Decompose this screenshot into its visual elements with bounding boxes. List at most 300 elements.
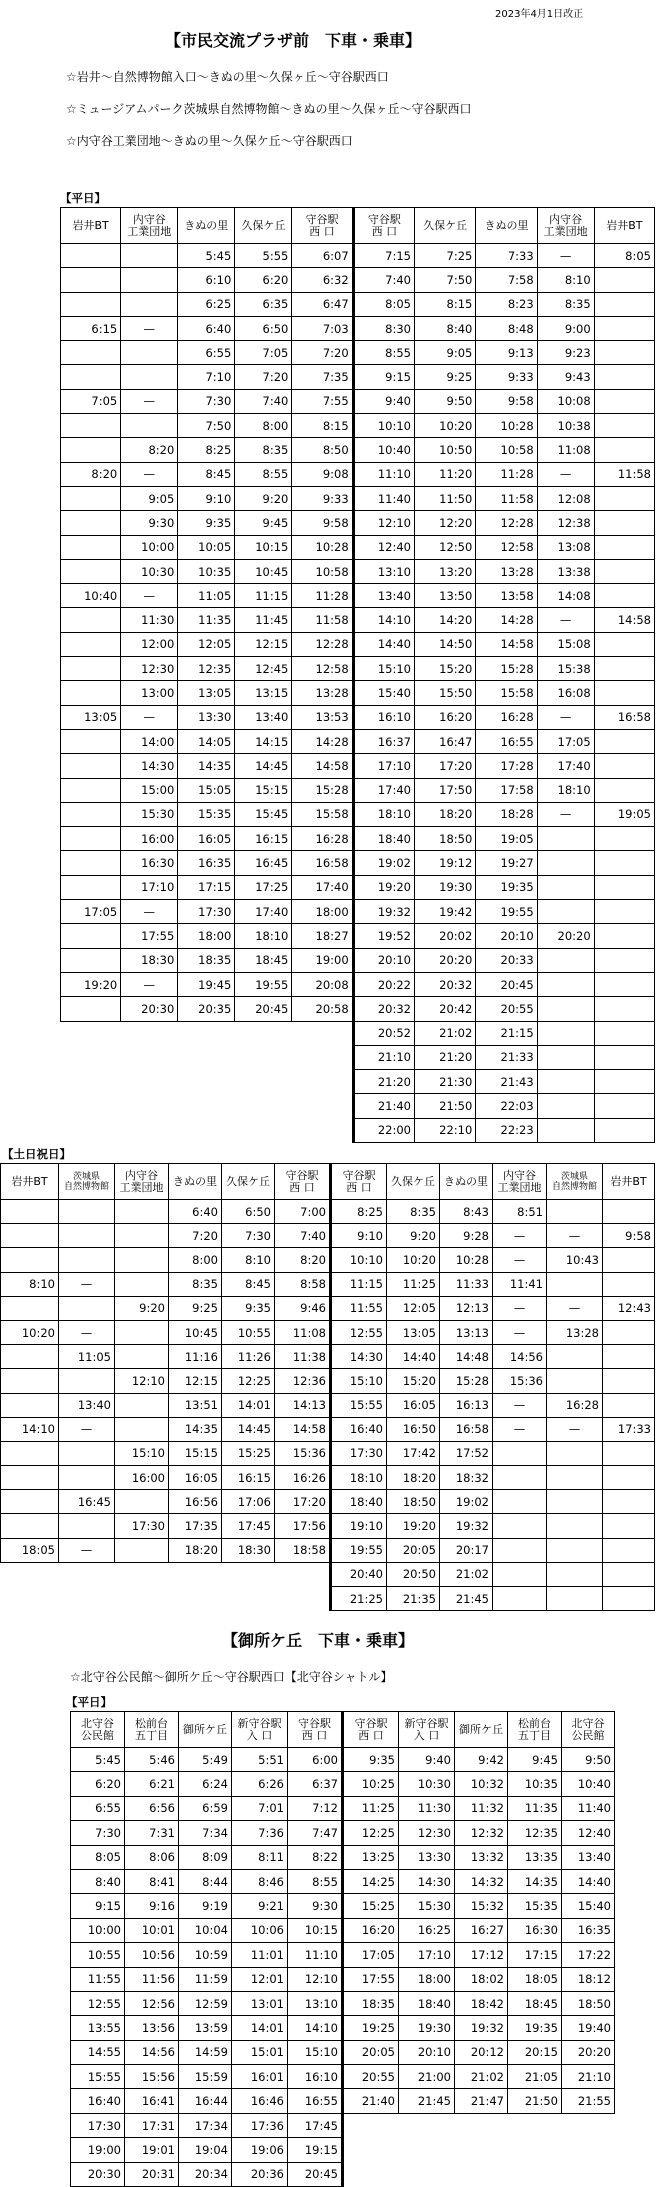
time-cell: 18:20 xyxy=(169,1538,222,1562)
time-cell: 9:58 xyxy=(292,511,353,535)
time-cell: 15:28 xyxy=(440,1369,493,1393)
time-cell: 9:30 xyxy=(121,511,178,535)
time-cell: 14:40 xyxy=(562,1869,615,1893)
time-cell: 16:05 xyxy=(178,827,235,851)
table-row xyxy=(1,1417,655,1441)
time-cell: 9:20 xyxy=(387,1224,440,1248)
time-cell: 9:30 xyxy=(288,1894,343,1918)
time-cell: 8:30 xyxy=(353,316,414,340)
time-cell: 16:37 xyxy=(353,729,414,753)
time-cell: — xyxy=(493,1224,547,1248)
time-cell: 8:45 xyxy=(178,462,235,486)
time-cell: 11:38 xyxy=(275,1345,331,1369)
time-cell: 17:35 xyxy=(169,1514,222,1538)
time-cell: 13:08 xyxy=(537,535,594,559)
column-header: 北守谷 公民館 xyxy=(71,1712,125,1748)
time-cell: 14:13 xyxy=(275,1393,331,1417)
column-header: 御所ケ丘 xyxy=(455,1712,508,1748)
time-cell: 16:45 xyxy=(235,851,292,875)
table-row xyxy=(1,1587,655,1611)
time-cell: 13:38 xyxy=(537,559,594,583)
table-row xyxy=(61,924,655,948)
time-cell: 21:50 xyxy=(415,1094,476,1118)
table-row xyxy=(61,1118,655,1142)
time-cell xyxy=(61,948,121,972)
time-cell: 14:10 xyxy=(353,608,414,632)
time-cell: 12:58 xyxy=(292,657,353,681)
time-cell: 11:28 xyxy=(292,584,353,608)
time-cell: 16:28 xyxy=(292,827,353,851)
time-cell: 13:28 xyxy=(292,681,353,705)
time-cell: 16:08 xyxy=(537,681,594,705)
time-cell: 20:34 xyxy=(179,2162,232,2186)
time-cell: 13:13 xyxy=(440,1320,493,1344)
time-cell: 11:55 xyxy=(331,1296,387,1320)
time-cell: 20:45 xyxy=(235,997,292,1021)
time-cell: 11:26 xyxy=(222,1345,275,1369)
time-cell: 7:20 xyxy=(169,1224,222,1248)
time-cell: 20:02 xyxy=(415,924,476,948)
time-cell: — xyxy=(493,1417,547,1441)
table-row xyxy=(1,1272,655,1296)
time-cell: 12:59 xyxy=(179,1991,232,2015)
time-cell: 6:35 xyxy=(235,292,292,316)
time-cell: 13:53 xyxy=(292,705,353,729)
time-cell: 9:35 xyxy=(222,1296,275,1320)
time-cell: 6:00 xyxy=(288,1748,343,1772)
table-row xyxy=(71,1869,615,1893)
time-cell: 5:49 xyxy=(179,1748,232,1772)
time-cell xyxy=(537,827,594,851)
column-header: 久保ケ丘 xyxy=(235,208,292,244)
time-cell: 11:15 xyxy=(235,584,292,608)
time-cell: 12:35 xyxy=(178,657,235,681)
table-row xyxy=(71,2065,615,2089)
table-row xyxy=(71,1894,615,1918)
column-header: 北守谷 公民館 xyxy=(562,1712,615,1748)
time-cell xyxy=(493,1587,547,1611)
time-cell xyxy=(121,244,178,268)
time-cell: 19:00 xyxy=(292,948,353,972)
time-cell: 16:35 xyxy=(178,851,235,875)
time-cell: — xyxy=(121,900,178,924)
table-row xyxy=(61,268,655,292)
time-cell: 17:20 xyxy=(275,1490,331,1514)
time-cell: 8:35 xyxy=(387,1200,440,1224)
table-row xyxy=(61,827,655,851)
time-cell: 20:58 xyxy=(292,997,353,1021)
time-cell: 22:00 xyxy=(353,1118,414,1142)
time-cell: 16:58 xyxy=(292,851,353,875)
time-cell: 19:20 xyxy=(61,972,121,996)
time-cell: 21:30 xyxy=(415,1070,476,1094)
time-cell: 10:58 xyxy=(292,559,353,583)
time-cell: 7:00 xyxy=(275,1200,331,1224)
time-cell xyxy=(603,1441,655,1465)
time-cell: 17:06 xyxy=(222,1490,275,1514)
time-cell: 17:31 xyxy=(125,2113,179,2137)
time-cell: 7:01 xyxy=(232,1796,288,1820)
time-cell: 20:33 xyxy=(476,948,537,972)
column-header: 岩井BT xyxy=(61,208,121,244)
time-cell: 15:20 xyxy=(415,657,476,681)
time-cell: 11:41 xyxy=(493,1272,547,1296)
time-cell: 19:05 xyxy=(476,827,537,851)
table-row xyxy=(61,559,655,583)
time-cell xyxy=(594,948,654,972)
time-cell: 10:59 xyxy=(179,1943,232,1967)
time-cell: 15:10 xyxy=(353,657,414,681)
time-cell: 16:46 xyxy=(232,2089,288,2113)
table-row xyxy=(61,948,655,972)
time-cell: 10:32 xyxy=(455,1772,508,1796)
time-cell: — xyxy=(121,316,178,340)
time-cell: 17:56 xyxy=(275,1514,331,1538)
time-cell: 5:46 xyxy=(125,1748,179,1772)
time-cell: 20:52 xyxy=(353,1021,414,1045)
time-cell xyxy=(594,292,654,316)
time-cell: 7:50 xyxy=(178,414,235,438)
table-row xyxy=(1,1345,655,1369)
time-cell: 18:27 xyxy=(292,924,353,948)
time-cell: 7:58 xyxy=(476,268,537,292)
time-cell: 13:35 xyxy=(508,1845,562,1869)
column-header: 久保ケ丘 xyxy=(415,208,476,244)
time-cell: 16:58 xyxy=(440,1417,493,1441)
time-cell xyxy=(115,1345,169,1369)
time-cell xyxy=(1,1296,59,1320)
time-cell xyxy=(594,341,654,365)
time-cell: 14:30 xyxy=(331,1345,387,1369)
table-row xyxy=(61,900,655,924)
time-cell: 12:45 xyxy=(235,657,292,681)
time-cell: 15:55 xyxy=(71,2065,125,2089)
time-cell: 8:40 xyxy=(415,316,476,340)
time-cell: 15:50 xyxy=(415,681,476,705)
time-cell: 8:35 xyxy=(537,292,594,316)
time-cell: 20:10 xyxy=(399,2040,455,2064)
time-cell: 6:56 xyxy=(125,1796,179,1820)
time-cell: 19:55 xyxy=(235,972,292,996)
time-cell: 11:32 xyxy=(455,1796,508,1820)
time-cell: 20:10 xyxy=(476,924,537,948)
time-cell: 16:01 xyxy=(232,2065,288,2089)
table-row xyxy=(61,754,655,778)
time-cell: 17:36 xyxy=(232,2113,288,2137)
time-cell: 22:10 xyxy=(415,1118,476,1142)
time-cell: 11:35 xyxy=(508,1796,562,1820)
column-header: 守谷駅 西 口 xyxy=(353,208,414,244)
time-cell xyxy=(537,1070,594,1094)
time-cell: 20:08 xyxy=(292,972,353,996)
time-cell: 11:56 xyxy=(125,1967,179,1991)
time-cell: 8:43 xyxy=(440,1200,493,1224)
time-cell: 14:08 xyxy=(537,584,594,608)
time-cell xyxy=(115,1417,169,1441)
time-cell: 12:25 xyxy=(343,1821,399,1845)
time-cell: 20:35 xyxy=(178,997,235,1021)
time-cell: 14:35 xyxy=(178,754,235,778)
time-cell xyxy=(537,1118,594,1142)
time-cell: 15:58 xyxy=(292,802,353,826)
table-row xyxy=(61,414,655,438)
time-cell: 12:05 xyxy=(178,632,235,656)
time-cell xyxy=(594,657,654,681)
weekday-timetable-plaza xyxy=(60,207,655,1143)
time-cell: 20:55 xyxy=(476,997,537,1021)
time-cell: 20:20 xyxy=(537,924,594,948)
time-cell xyxy=(537,1045,594,1069)
time-cell: 14:35 xyxy=(169,1417,222,1441)
time-cell: 21:02 xyxy=(440,1562,493,1586)
time-cell: 20:22 xyxy=(353,972,414,996)
time-cell: 13:10 xyxy=(353,559,414,583)
table-row xyxy=(61,729,655,753)
time-cell xyxy=(59,1224,115,1248)
time-cell: 10:15 xyxy=(288,1918,343,1942)
time-cell: — xyxy=(537,608,594,632)
time-cell: 11:05 xyxy=(59,1345,115,1369)
time-cell: 21:10 xyxy=(353,1045,414,1069)
time-cell: 14:20 xyxy=(415,608,476,632)
time-cell xyxy=(603,1345,655,1369)
time-cell: 7:34 xyxy=(179,1821,232,1845)
time-cell xyxy=(603,1514,655,1538)
table-row xyxy=(61,1070,655,1094)
time-cell: 9:00 xyxy=(537,316,594,340)
time-cell: 13:40 xyxy=(235,705,292,729)
table-row xyxy=(71,1967,615,1991)
time-cell: 11:16 xyxy=(169,1345,222,1369)
time-cell: 20:45 xyxy=(288,2162,343,2186)
time-cell: 11:58 xyxy=(292,608,353,632)
time-cell: 16:15 xyxy=(222,1466,275,1490)
table-row xyxy=(1,1320,655,1344)
time-cell: 16:10 xyxy=(288,2065,343,2089)
time-cell: 16:47 xyxy=(415,729,476,753)
time-cell: 16:25 xyxy=(399,1918,455,1942)
time-cell: 14:15 xyxy=(235,729,292,753)
time-cell xyxy=(115,1224,169,1248)
time-cell xyxy=(61,924,121,948)
column-header: 内守谷 工業団地 xyxy=(537,208,594,244)
time-cell: 8:40 xyxy=(71,1869,125,1893)
time-cell xyxy=(547,1490,603,1514)
time-cell: 13:30 xyxy=(399,1845,455,1869)
time-cell: 11:35 xyxy=(178,608,235,632)
time-cell: 19:32 xyxy=(353,900,414,924)
time-cell: 8:09 xyxy=(179,1845,232,1869)
time-cell: 21:02 xyxy=(415,1021,476,1045)
table-row xyxy=(1,1369,655,1393)
time-cell: 14:58 xyxy=(275,1417,331,1441)
time-cell: 8:46 xyxy=(232,1869,288,1893)
time-cell xyxy=(121,341,178,365)
column-header: きぬの里 xyxy=(169,1164,222,1200)
time-cell: 7:31 xyxy=(125,1821,179,1845)
time-cell: 17:10 xyxy=(121,875,178,899)
time-cell xyxy=(61,438,121,462)
time-cell: 10:20 xyxy=(415,414,476,438)
time-cell: 14:56 xyxy=(493,1345,547,1369)
time-cell: 17:34 xyxy=(179,2113,232,2137)
time-cell: — xyxy=(493,1393,547,1417)
column-header: 松前台 五丁目 xyxy=(508,1712,562,1748)
time-cell: 10:35 xyxy=(508,1772,562,1796)
table-row xyxy=(61,632,655,656)
section1-route-3: ☆内守谷工業団地～きぬの里～久保ケ丘～守谷駅西口 xyxy=(66,134,353,148)
table-row xyxy=(61,802,655,826)
time-cell: 9:16 xyxy=(125,1894,179,1918)
time-cell: 9:28 xyxy=(440,1224,493,1248)
time-cell: 17:30 xyxy=(71,2113,125,2137)
time-cell: 10:56 xyxy=(125,1943,179,1967)
time-cell: 10:20 xyxy=(387,1248,440,1272)
table-row xyxy=(1,1393,655,1417)
table-row xyxy=(1,1441,655,1465)
column-header: 内守谷 工業団地 xyxy=(115,1164,169,1200)
time-cell: 21:45 xyxy=(399,2089,455,2113)
time-cell: 10:40 xyxy=(562,1772,615,1796)
time-cell: 6:10 xyxy=(178,268,235,292)
time-cell: 18:35 xyxy=(178,948,235,972)
time-cell: 14:28 xyxy=(292,729,353,753)
time-cell: 9:05 xyxy=(415,341,476,365)
time-cell: 6:20 xyxy=(235,268,292,292)
time-cell: 8:51 xyxy=(493,1200,547,1224)
time-cell xyxy=(547,1538,603,1562)
time-cell: 14:10 xyxy=(1,1417,59,1441)
time-cell xyxy=(61,414,121,438)
time-cell: 17:45 xyxy=(288,2113,343,2137)
table-row xyxy=(61,438,655,462)
time-cell: 17:40 xyxy=(292,875,353,899)
time-cell: 17:58 xyxy=(476,778,537,802)
time-cell: 14:01 xyxy=(222,1393,275,1417)
time-cell xyxy=(594,681,654,705)
time-cell: 9:58 xyxy=(476,389,537,413)
time-cell: 19:01 xyxy=(125,2138,179,2162)
time-cell xyxy=(594,268,654,292)
time-cell: 9:50 xyxy=(562,1748,615,1772)
time-cell xyxy=(59,1248,115,1272)
time-cell: 16:05 xyxy=(387,1393,440,1417)
time-cell: 19:10 xyxy=(331,1514,387,1538)
time-cell: 16:00 xyxy=(115,1466,169,1490)
table-row xyxy=(61,1021,655,1045)
time-cell: 13:58 xyxy=(476,584,537,608)
time-cell: 20:20 xyxy=(562,2040,615,2064)
time-cell: 10:38 xyxy=(537,414,594,438)
time-cell: 17:20 xyxy=(415,754,476,778)
time-cell: 14:40 xyxy=(387,1345,440,1369)
time-cell: — xyxy=(121,584,178,608)
time-cell: 19:00 xyxy=(71,2138,125,2162)
time-cell: 20:30 xyxy=(121,997,178,1021)
table-row xyxy=(71,1918,615,1942)
time-cell: 12:01 xyxy=(232,1967,288,1991)
time-cell: 12:15 xyxy=(169,1369,222,1393)
time-cell xyxy=(61,875,121,899)
time-cell: 17:40 xyxy=(537,754,594,778)
time-cell: 10:00 xyxy=(71,1918,125,1942)
time-cell: 21:10 xyxy=(562,2065,615,2089)
time-cell: 9:40 xyxy=(353,389,414,413)
time-cell: 11:30 xyxy=(399,1796,455,1820)
time-cell: 10:43 xyxy=(547,1248,603,1272)
time-cell: 18:05 xyxy=(1,1538,59,1562)
time-cell: 12:36 xyxy=(275,1369,331,1393)
time-cell: 17:30 xyxy=(178,900,235,924)
time-cell: 7:30 xyxy=(178,389,235,413)
time-cell: 6:21 xyxy=(125,1772,179,1796)
time-cell: 7:55 xyxy=(292,389,353,413)
time-cell: 9:10 xyxy=(178,486,235,510)
time-cell: 14:58 xyxy=(476,632,537,656)
time-cell: 14:28 xyxy=(476,608,537,632)
time-cell xyxy=(59,1466,115,1490)
table-row xyxy=(61,486,655,510)
time-cell: 7:25 xyxy=(415,244,476,268)
time-cell xyxy=(537,1021,594,1045)
time-cell xyxy=(61,802,121,826)
time-cell: 15:05 xyxy=(178,778,235,802)
table-row xyxy=(1,1466,655,1490)
time-cell xyxy=(547,1345,603,1369)
time-cell: 14:48 xyxy=(440,1345,493,1369)
time-cell: 17:10 xyxy=(399,1943,455,1967)
time-cell: 7:35 xyxy=(292,365,353,389)
time-cell: 12:28 xyxy=(292,632,353,656)
time-cell xyxy=(61,486,121,510)
time-cell xyxy=(59,1369,115,1393)
time-cell: 9:33 xyxy=(292,486,353,510)
time-cell: 16:28 xyxy=(476,705,537,729)
time-cell: 10:20 xyxy=(1,1320,59,1344)
time-cell: 9:33 xyxy=(476,365,537,389)
time-cell xyxy=(493,1466,547,1490)
time-cell: 8:35 xyxy=(169,1272,222,1296)
time-cell: 17:52 xyxy=(440,1441,493,1465)
time-cell: 17:50 xyxy=(415,778,476,802)
time-cell xyxy=(121,268,178,292)
time-cell: 15:36 xyxy=(275,1441,331,1465)
time-cell: 8:55 xyxy=(235,462,292,486)
time-cell: 15:45 xyxy=(235,802,292,826)
time-cell: 12:10 xyxy=(115,1369,169,1393)
table-row xyxy=(71,1943,615,1967)
time-cell: 17:28 xyxy=(476,754,537,778)
time-cell: 7:36 xyxy=(232,1821,288,1845)
table-row xyxy=(71,1845,615,1869)
time-cell: — xyxy=(59,1538,115,1562)
time-cell: — xyxy=(537,705,594,729)
time-cell: 11:10 xyxy=(353,462,414,486)
time-cell xyxy=(594,559,654,583)
section1-title: 【市民交流プラザ前 下車・乗車】 xyxy=(165,31,422,50)
time-cell: 18:32 xyxy=(440,1466,493,1490)
table-row xyxy=(61,1045,655,1069)
time-cell: 10:28 xyxy=(292,535,353,559)
time-cell xyxy=(1,1369,59,1393)
time-cell: 16:00 xyxy=(121,827,178,851)
section3-route-1: ☆北守谷公民館～御所ケ丘～守谷駅西口【北守谷シャトル】 xyxy=(70,1670,393,1684)
time-cell: 9:21 xyxy=(232,1894,288,1918)
time-cell: — xyxy=(493,1320,547,1344)
time-cell: 12:13 xyxy=(440,1296,493,1320)
table-row xyxy=(1,1514,655,1538)
time-cell: 15:30 xyxy=(399,1894,455,1918)
